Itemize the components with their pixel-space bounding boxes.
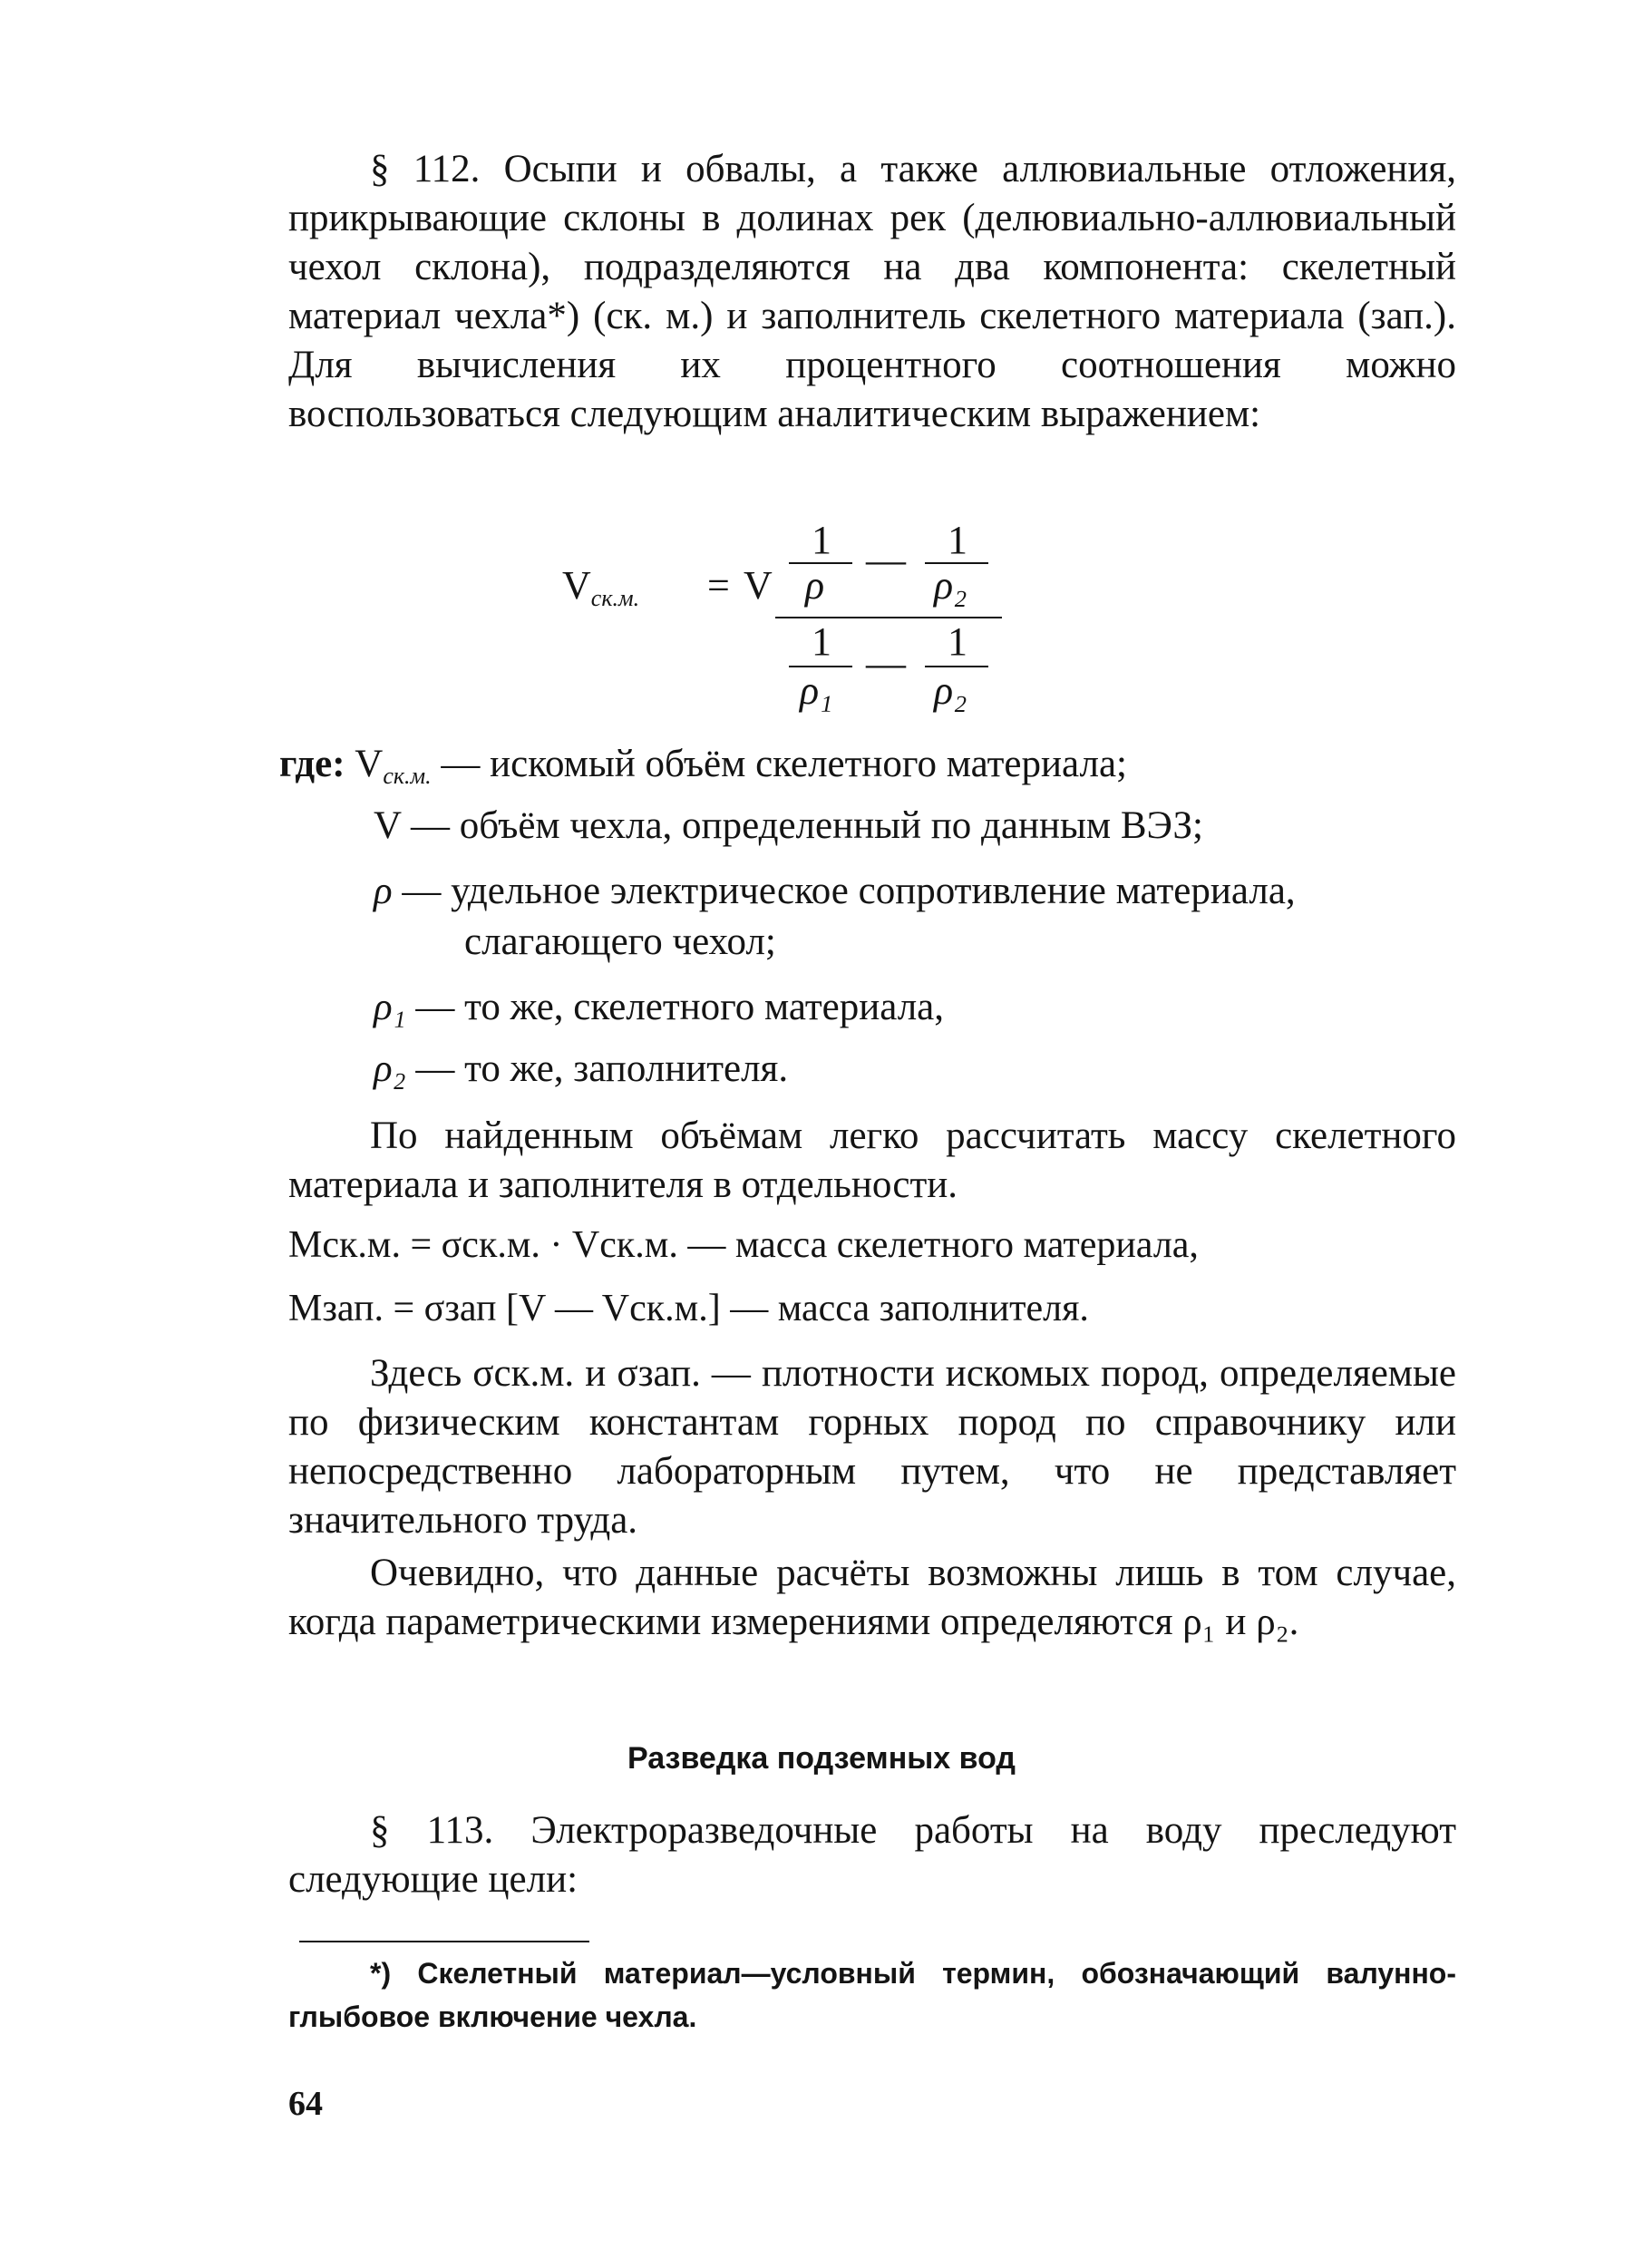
formula-lhs: Vск.м.: [562, 563, 640, 611]
formula-num-left-one: 1: [812, 518, 831, 562]
def-text: — то же, заполнителя.: [405, 1047, 789, 1090]
volume-formula: [562, 517, 1034, 716]
def-subscript: ск.м.: [383, 763, 432, 789]
mass-formula-skeleton: Mск.м. = σск.м. · Vск.м. — масса скелетного материала,: [288, 1224, 1199, 1266]
page-number: 64: [288, 2085, 323, 2123]
paragraph-mass: По найденным объёмам легко рассчитать массу скелетного материала и заполнителя в отдельности.: [288, 1115, 1456, 1206]
formula-den-left-one: 1: [812, 619, 831, 664]
def-text: — то же, скелетного материала,: [405, 986, 944, 1028]
footnote-separator: [299, 1941, 589, 1942]
paragraph-obviously: Очевидно, что данные расчёты возможны лишь в том случае, когда параметрическими измерениями определяются ρ₁ и ρ₂.: [288, 1552, 1456, 1643]
def-text: — искомый объём скелетного материала;: [431, 743, 1127, 785]
footnote: *) Скелетный материал—условный термин, обозначающий валунно-глыбовое включение чехла.: [288, 1957, 1456, 2033]
definition-volume-cover: [374, 802, 1203, 851]
paragraph-113: § 113. Электроразведочные работы на воду преследуют следующие цели:: [288, 1809, 1456, 1901]
def-symbol: V: [355, 743, 384, 785]
formula-rhs-volume: V: [744, 563, 773, 608]
definition-resistivity-continued: слагающего чехол;: [464, 920, 776, 963]
section-heading: Разведка подземных вод: [627, 1741, 1016, 1776]
formula-main-fraction-bar: [775, 617, 1002, 618]
definition-resistivity-filler: [374, 1045, 788, 1094]
formula-equals: =: [707, 563, 730, 608]
def-symbol: ρ: [374, 870, 393, 912]
formula-num-minus: —: [866, 538, 906, 582]
formula-num-right-one: 1: [948, 518, 967, 562]
def-text: — удельное электрическое сопротивление материала,: [392, 870, 1296, 912]
def-symbol: ρ₁: [374, 986, 406, 1028]
paragraph-112: § 112. Осыпи и обвалы, а также аллювиальные отложения, прикрывающие склоны в долинах рек (делювиально-аллювиальный чехол склона), подразделяются на два компонента: скелетный материал чехла*) (ск. м.) и заполнитель скелетного материала (зап.). Для вычисления их процентного соотношения можно воспользоваться следующим аналитическим выражением:: [288, 148, 1456, 435]
where-label: где:: [279, 743, 345, 785]
formula-den-right-rho: ρ₂: [934, 668, 967, 713]
def-text: — объём чехла, определенный по данным ВЭЗ;: [401, 804, 1203, 847]
formula-num-right-rho: ρ₂: [934, 563, 967, 608]
formula-den-left-rho: ρ₁: [800, 668, 833, 713]
definition-volume-skeleton: [279, 740, 1127, 793]
formula-num-left-rho: ρ: [805, 563, 825, 608]
definition-resistivity-skeleton: [374, 983, 944, 1032]
paragraph-density: Здесь σск.м. и σзап. — плотности искомых пород, определяемые по физическим константам горных пород по справочнику или непосредственно лабораторным путем, что не представляет значительного труда.: [288, 1352, 1456, 1542]
formula-den-right-one: 1: [948, 619, 967, 664]
mass-formula-filler: Mзап. = σзап [V — Vск.м.] — масса заполнителя.: [288, 1288, 1089, 1329]
def-symbol: V: [374, 804, 402, 847]
def-symbol: ρ₂: [374, 1047, 406, 1090]
definition-resistivity: [374, 867, 1296, 916]
formula-den-minus: —: [866, 641, 906, 686]
